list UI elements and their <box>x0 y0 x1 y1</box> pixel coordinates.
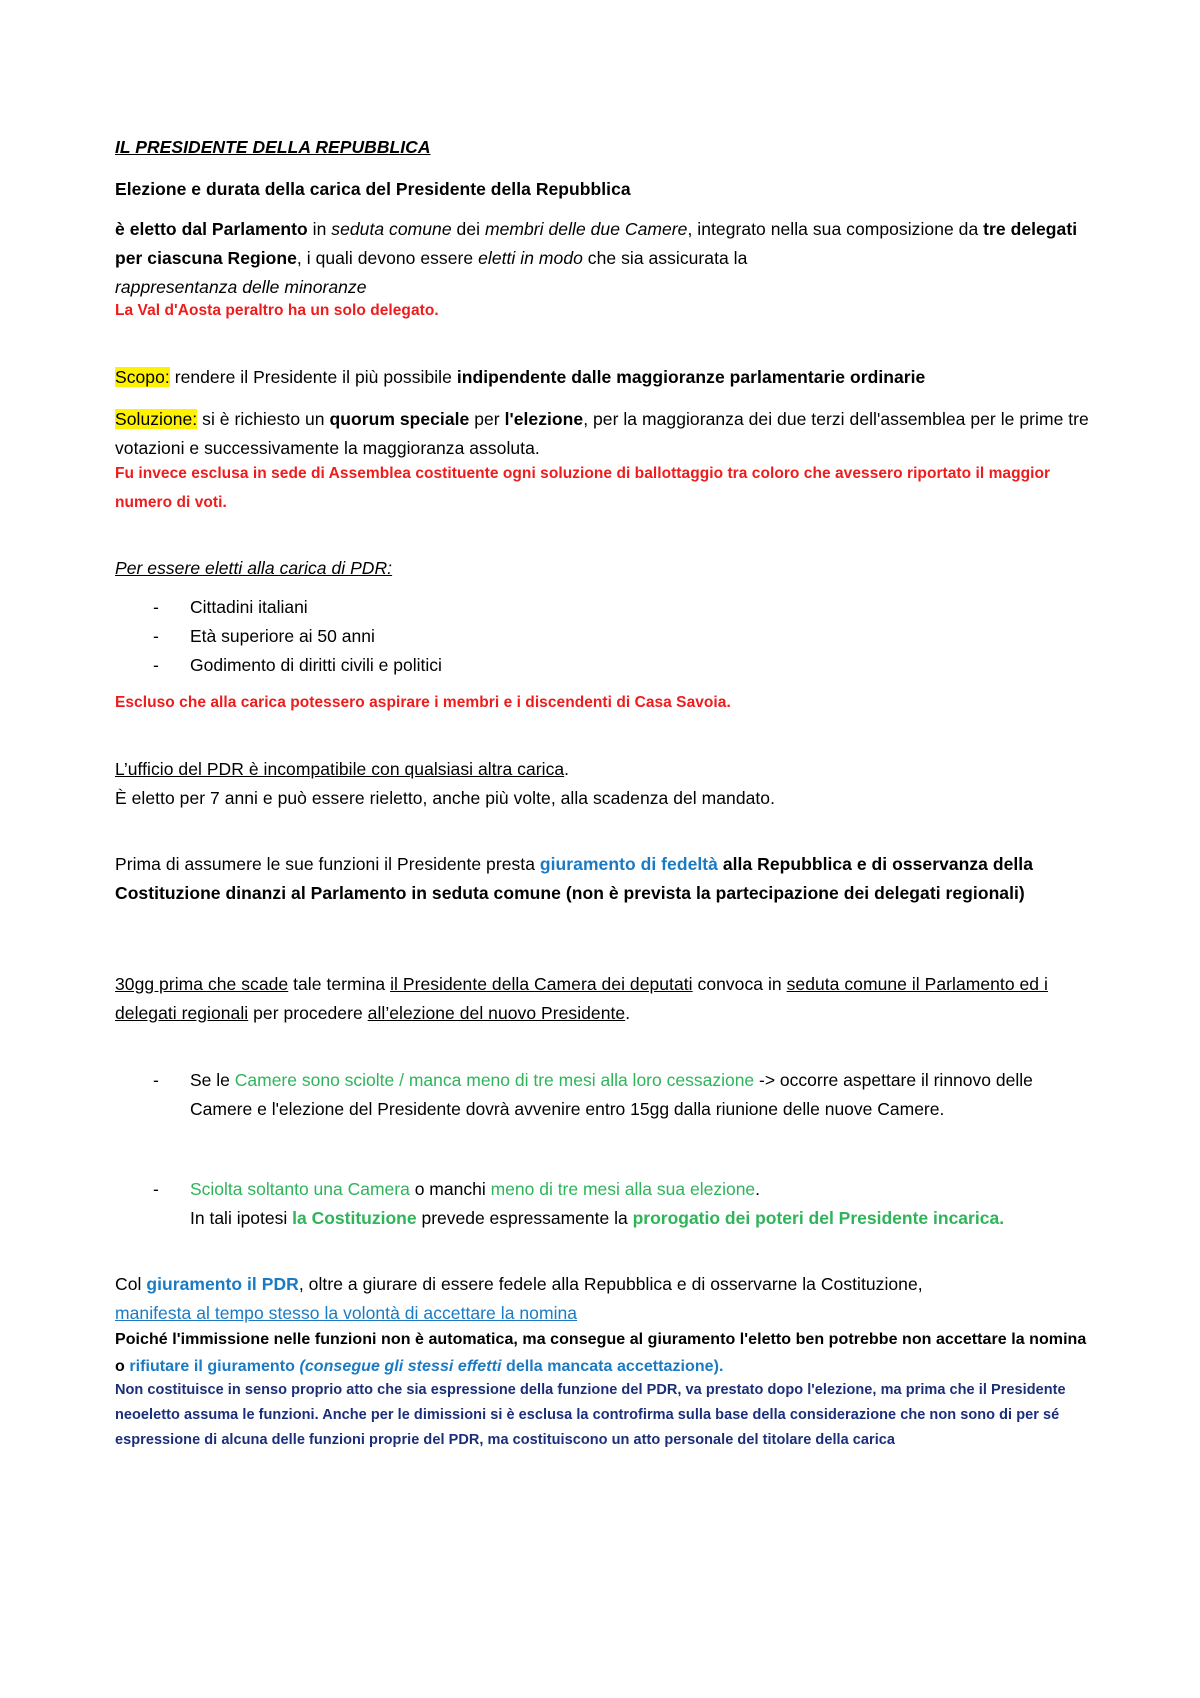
list-item-text: Godimento di diritti civili e politici <box>190 655 442 675</box>
list-dash: - <box>153 1070 159 1090</box>
list-dash: - <box>153 597 159 617</box>
list-item-text: Cittadini italiani <box>190 597 308 617</box>
list-item <box>115 622 1095 651</box>
text-green: la Costituzione <box>292 1208 417 1228</box>
text-underlined: L’ufficio del PDR è incompatibile con qualsiasi altra carica <box>115 759 565 779</box>
text: . <box>564 759 570 779</box>
text-blue: della mancata accettazione <box>506 1358 714 1375</box>
text-green: prorogatio dei poteri del Presidente incarica <box>632 1208 1000 1228</box>
text-green: Camere sono sciolte / manca meno di tre mesi alla loro cessazione <box>234 1070 755 1090</box>
text-green: meno di tre mesi alla sua elezione <box>490 1179 756 1199</box>
casi-list-2 <box>115 1175 1095 1233</box>
text-bold: tre delegati per ciascuna Regione <box>115 219 1078 268</box>
text: . <box>625 1003 631 1023</box>
text: . <box>999 1208 1005 1228</box>
text-bold: quorum speciale <box>329 409 470 429</box>
text-underlined: seduta comune il Parlamento ed i delegati regionali <box>115 974 1048 1023</box>
text-italic: seduta comune <box>331 219 452 239</box>
text: -> occorre aspettare il rinnovo delle Camere e l'elezione del Presidente dovrà avvenire entro 15gg dalla riunione delle nuove Camere. <box>190 1070 1033 1119</box>
requisiti-heading: Per essere eletti alla carica di PDR: <box>115 558 393 578</box>
text: , integrato nella sua composizione da <box>687 219 984 239</box>
note-ballottaggio: Fu invece esclusa in sede di Assemblea costituente ogni soluzione di ballottaggio tra coloro che avessero riportato il maggior numero di voti. <box>115 465 1051 511</box>
paragraph-immissione <box>115 1326 1095 1380</box>
text: per <box>469 409 505 429</box>
paragraph-incompatibile <box>115 755 1095 813</box>
text-bold: atto <box>346 1382 374 1398</box>
text: le funzioni. Anche per le dimissioni si è esclusa la <box>238 1407 593 1423</box>
list-item <box>115 651 1095 680</box>
text-underlined: il Presidente della Camera dei deputati <box>390 974 693 994</box>
text: prevede espressamente la <box>416 1208 633 1228</box>
requisiti-list <box>115 593 1095 680</box>
list-item-text: Età superiore ai 50 anni <box>190 626 375 646</box>
text-blue: giuramento il PDR <box>146 1274 299 1294</box>
text: in <box>307 219 332 239</box>
text-bold: alla Repubblica e di osservanza della Costituzione dinanzi al Parlamento in seduta comune (non è prevista la partecipazione dei delegati regionali) <box>115 854 1034 903</box>
text: , oltre a giurare di essere fedele alla Repubblica e di osservarne la Costituzione, <box>298 1274 923 1294</box>
text: ). <box>713 1358 724 1375</box>
list-dash: - <box>153 655 159 675</box>
text: . <box>755 1179 761 1199</box>
text: che sia assicurata la <box>582 248 748 268</box>
text-italic: membri delle due Camere <box>484 219 688 239</box>
paragraph-col-giuramento <box>115 1270 1095 1328</box>
list-dash: - <box>153 626 159 646</box>
casi-list <box>115 1066 1095 1124</box>
note-aosta: La Val d'Aosta peraltro ha un solo delegato. <box>115 302 439 319</box>
text-bold: indipendente dalle maggioranze parlamentarie ordinarie <box>456 367 926 387</box>
text: In tali ipotesi <box>190 1208 293 1228</box>
text-bold: controfirma <box>592 1407 674 1423</box>
paragraph-elezione <box>115 215 1095 302</box>
text: che sia espressione della funzione del PDR, va prestato dopo l'elezione, ma prima che il Presidente neoeletto <box>115 1382 1066 1423</box>
page-title: IL PRESIDENTE DELLA REPUBBLICA <box>115 137 431 157</box>
text: si è richiesto un <box>197 409 330 429</box>
text: tale termina <box>288 974 391 994</box>
text: sulla base della considerazione che non sono di per sé espressione di alcuna delle funzioni proprie del PDR, ma costituiscono un atto personale del titolare della carica <box>115 1407 1060 1448</box>
accettare-nomina-link[interactable]: manifesta al tempo stesso la volontà di accettare la nomina <box>115 1303 578 1323</box>
section-subtitle: Elezione e durata della carica del Presidente della Repubblica <box>115 179 631 199</box>
list-item <box>115 1066 1095 1124</box>
text-italic: eletti in modo <box>478 248 583 268</box>
paragraph-controfirma <box>115 1378 1095 1453</box>
text-underlined: 30gg prima che scade <box>115 974 289 994</box>
list-item <box>115 1175 1095 1233</box>
text-green: Sciolta soltanto una Camera <box>190 1179 410 1199</box>
text-blue: rifiutare il giuramento <box>129 1358 295 1375</box>
text-bold: è eletto dal Parlamento <box>115 219 308 239</box>
text: o manchi <box>409 1179 491 1199</box>
text-italic: (consegue gli stessi effetti <box>294 1358 506 1375</box>
text-bold: l'elezione <box>504 409 584 429</box>
text: Se le <box>190 1070 235 1090</box>
list-dash: - <box>153 1179 159 1199</box>
text-italic: rappresentanza delle minoranze <box>115 277 367 297</box>
text-blue: giuramento di fedeltà <box>539 854 718 874</box>
text: convoca in <box>692 974 787 994</box>
paragraph-convocazione <box>115 970 1095 1028</box>
scopo-label: Scopo: <box>115 367 170 387</box>
text: Col <box>115 1274 147 1294</box>
paragraph-scopo <box>115 363 1095 392</box>
list-item <box>115 593 1095 622</box>
text: È eletto per 7 anni e può essere rieletto, anche più volte, alla scadenza del mandato. <box>115 788 776 808</box>
text: per procedere <box>248 1003 368 1023</box>
paragraph-giuramento <box>115 850 1095 908</box>
text: , per la maggioranza dei due terzi dell'assemblea per le prime tre votazioni e successivamente la maggioranza assoluta. <box>115 409 1089 458</box>
soluzione-label: Soluzione: <box>115 409 198 429</box>
paragraph-soluzione <box>115 405 1095 463</box>
text: Non costituisce in senso proprio <box>115 1382 347 1398</box>
text-bold: assuma <box>183 1407 239 1423</box>
text: dei <box>451 219 485 239</box>
text: rendere il Presidente il più possibile <box>169 367 457 387</box>
text: Prima di assumere le sue funzioni il Presidente presta <box>115 854 540 874</box>
text-underlined: all’elezione del nuovo Presidente <box>367 1003 626 1023</box>
text: , i quali devono essere <box>296 248 479 268</box>
text-bold: Poiché l'immissione nelle funzioni non è automatica, ma consegue al giuramento l'eletto ben potrebbe non accettare la nomina o <box>115 1331 1087 1375</box>
note-savoia: Escluso che alla carica potessero aspirare i membri e i discendenti di Casa Savoia. <box>115 694 731 711</box>
